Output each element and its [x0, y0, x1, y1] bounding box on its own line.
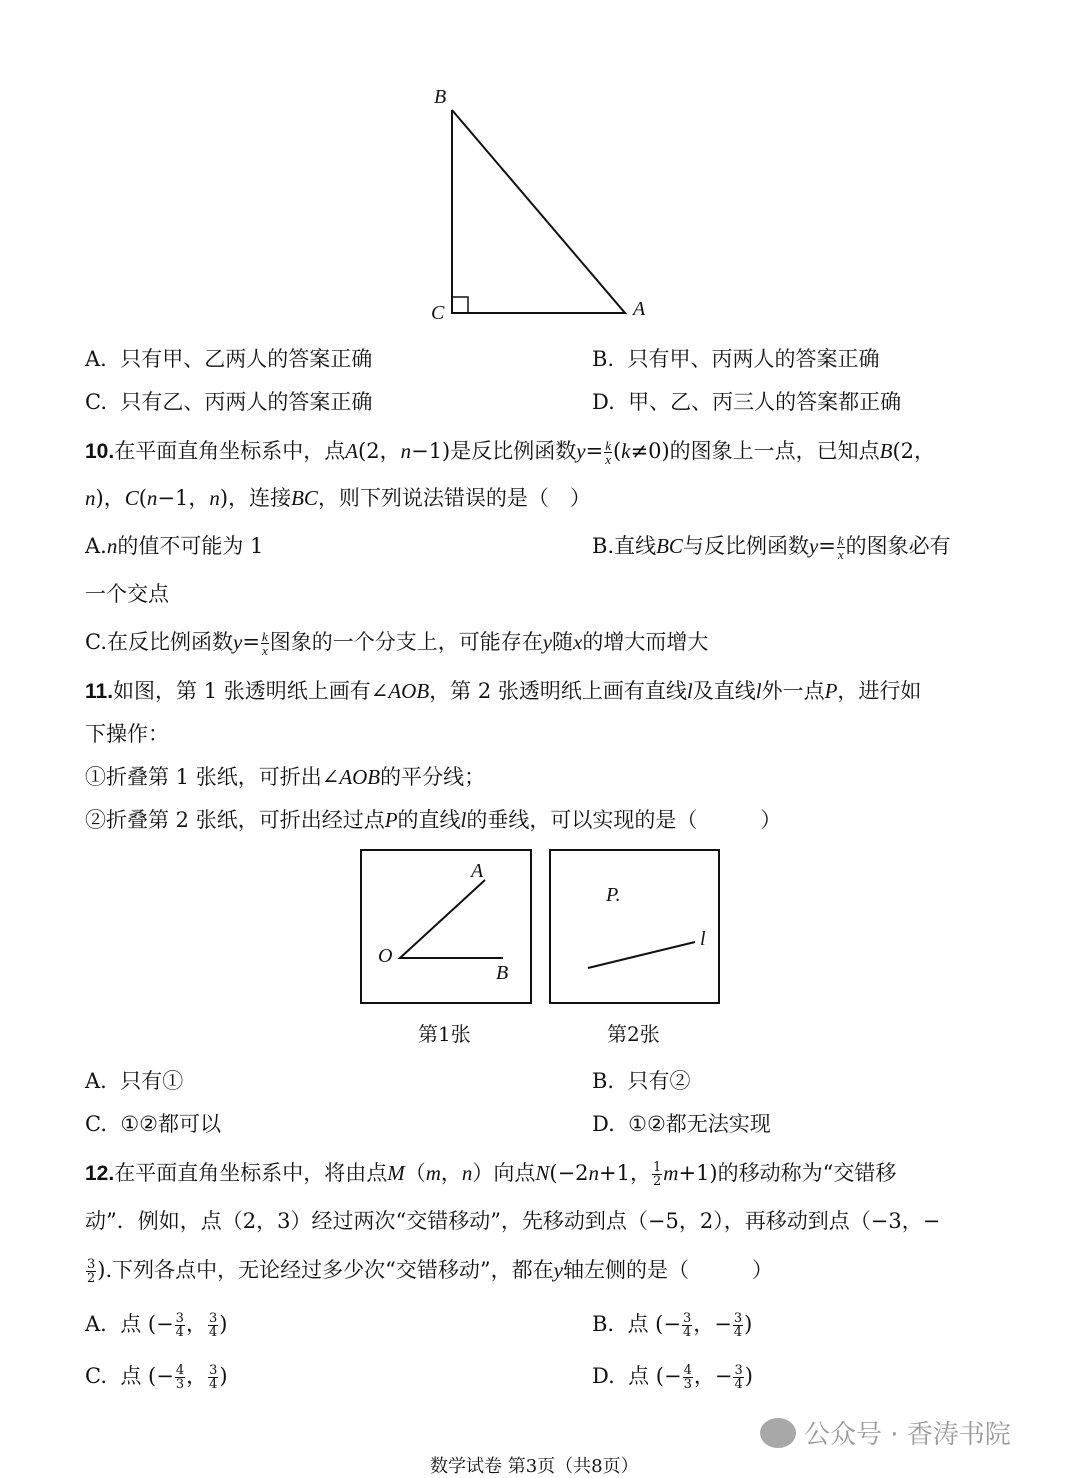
- q9-option-d: D. 甲、乙、丙三人的答案都正确: [592, 390, 902, 414]
- q11-option-a: A. 只有①: [85, 1069, 184, 1093]
- angle-aob: [400, 880, 503, 958]
- fig1-b-label: B: [496, 962, 509, 984]
- fig2-l-label: l: [700, 928, 706, 950]
- line-l: [588, 942, 695, 968]
- q12-line-2: 动”．例如，点（2，3）经过两次“交错移动”，先移动到点（−5，2），再移动到点（−3，−: [85, 1209, 941, 1233]
- q10-line-1: 10.在平面直角坐标系中，点A(2，n−1)是反比例函数y= $\frac{k}{x}$ (k≠0)的图象上一点，已知点B(2，: [85, 438, 936, 467]
- q9-option-a: A. 只有甲、乙两人的答案正确: [85, 347, 373, 371]
- q10-line-2: n)，C(n−1，n)，连接BC，则下列说法错误的是（ ）: [85, 486, 591, 510]
- q12-option-a: A. 点 (− $\frac{3}{4}$ ， $\frac{3}{4}$ ): [85, 1311, 228, 1340]
- q9-option-c: C. 只有乙、丙两人的答案正确: [85, 390, 373, 414]
- q11-step-2: ②折叠第 2 张纸，可折出经过点P的直线l的垂线，可以实现的是（ ）: [85, 808, 782, 832]
- vertex-b-label: B: [434, 86, 447, 108]
- q12-option-d: D. 点 (− $\frac{4}{3}$ ，− $\frac{3}{4}$ ): [592, 1363, 753, 1392]
- watermark: 公众号 · 香涛书院: [760, 1414, 1011, 1451]
- q12-option-b: B. 点 (− $\frac{3}{4}$ ，− $\frac{3}{4}$ ): [592, 1311, 753, 1340]
- q12-line-1: 12.在平面直角坐标系中，将由点M（m，n）向点N(−2n+1， $\frac{1}{2}$ m+1)的移动称为“交错移: [85, 1160, 897, 1189]
- q11-option-d: D. ①②都无法实现: [592, 1112, 771, 1136]
- fig2-p-label: P.: [606, 884, 621, 906]
- fig1-o-label: O: [378, 945, 393, 967]
- q9-option-b: B. 只有甲、丙两人的答案正确: [592, 347, 880, 371]
- q11-line-2: 下操作：: [85, 722, 169, 746]
- q12-line-3: $\frac{3}{2}$ ).下列各点中，无论经过多少次“交错移动”，都在y轴左侧的是（ ）: [87, 1257, 773, 1286]
- q12-option-c: C. 点 (− $\frac{4}{3}$ ， $\frac{3}{4}$ ): [85, 1363, 228, 1392]
- wechat-icon: [760, 1418, 796, 1448]
- fig2-caption: 第2张: [607, 1022, 660, 1046]
- vertex-c-label: C: [431, 302, 445, 324]
- q11-option-b: B. 只有②: [592, 1069, 691, 1093]
- q11-step-1: ①折叠第 1 张纸，可折出∠AOB的平分线；: [85, 765, 486, 789]
- fig1-caption: 第1张: [418, 1022, 471, 1046]
- q10-option-b: B.直线BC与反比例函数y= $\frac{k}{x}$ 的图象必有: [592, 533, 951, 562]
- q10-option-c: C.在反比例函数y= $\frac{k}{x}$ 图象的一个分支上，可能存在y随x的增大而增大: [85, 629, 709, 658]
- q11-line-1: 11.如图，第 1 张透明纸上画有∠AOB，第 2 张透明纸上画有直线l及直线l外一点P，进行如: [85, 679, 922, 703]
- q10-option-b-continued: 一个交点: [85, 582, 169, 606]
- paper-2-box: [550, 850, 719, 1003]
- fig1-a-label: A: [471, 860, 484, 882]
- page-footer: 数学试卷 第3页（共8页）: [430, 1456, 639, 1477]
- q11-option-c: C. ①②都可以: [85, 1112, 222, 1136]
- right-triangle-figure: [452, 110, 625, 313]
- q10-option-a: A.n的值不可能为 1: [85, 534, 264, 558]
- vertex-a-label: A: [633, 298, 646, 320]
